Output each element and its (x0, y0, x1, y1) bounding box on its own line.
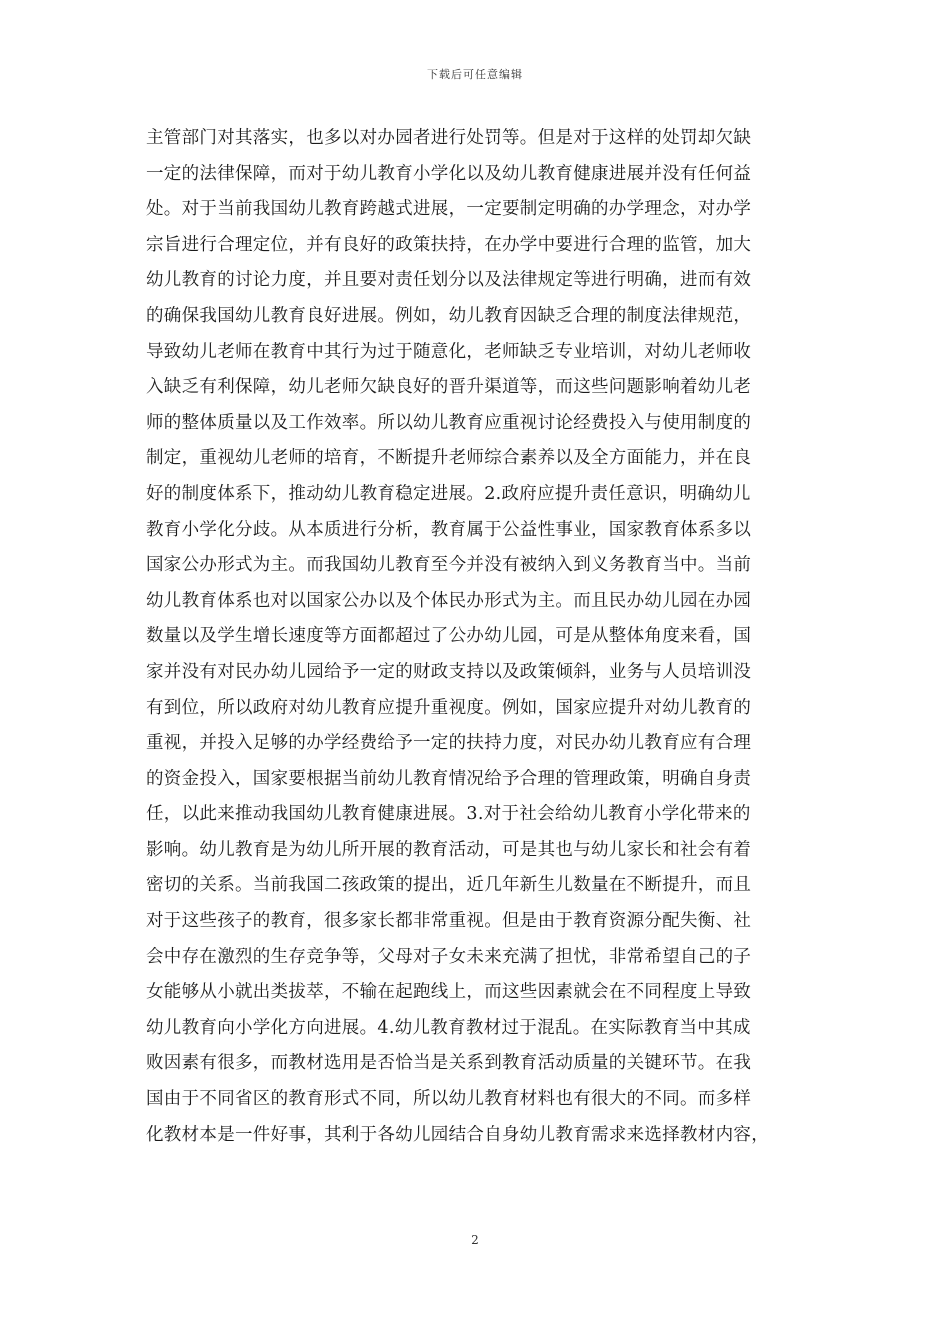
text-line: 幼儿教育体系也对以国家公办以及个体民办形式为主。而且民办幼儿园在办园 (146, 590, 752, 611)
text-line: 一定的法律保障，而对于幼儿教育小学化以及幼儿教育健康进展并没有任何益 (146, 163, 752, 184)
page-number: 2 (471, 1233, 479, 1247)
text-line: 化教材本是一件好事，其利于各幼儿园结合自身幼儿教育需求来选择教材内容， (146, 1124, 769, 1145)
text-line: 的资金投入，国家要根据当前幼儿教育情况给予合理的管理政策，明确自身责 (146, 768, 752, 789)
text-line: 幼儿教育向小学化方向进展。4.幼儿教育教材过于混乱。在实际教育当中其成 (146, 1017, 751, 1038)
text-line: 宗旨进行合理定位，并有良好的政策扶持，在办学中要进行合理的监管，加大 (146, 234, 752, 255)
text-line: 影响。幼儿教育是为幼儿所开展的教育活动，可是其也与幼儿家长和社会有着 (146, 839, 752, 860)
text-line: 师的整体质量以及工作效率。所以幼儿教育应重视讨论经费投入与使用制度的 (146, 412, 752, 433)
text-line: 国由于不同省区的教育形式不同，所以幼儿教育材料也有很大的不同。而多样 (146, 1089, 752, 1110)
text-line: 制定，重视幼儿老师的培育，不断提升老师综合素养以及全方面能力，并在良 (146, 448, 752, 469)
text-line: 入缺乏有利保障，幼儿老师欠缺良好的晋升渠道等，而这些问题影响着幼儿老 (146, 377, 752, 398)
text-line: 任，以此来推动我国幼儿教育健康进展。3.对于社会给幼儿教育小学化带来的 (146, 804, 751, 825)
text-line: 败因素有很多，而教材选用是否恰当是关系到教育活动质量的关键环节。在我 (146, 1053, 752, 1074)
body-text (146, 121, 806, 1153)
text-line: 有到位，所以政府对幼儿教育应提升重视度。例如，国家应提升对幼儿教育的 (146, 697, 752, 718)
text-line: 幼儿教育的讨论力度，并且要对责任划分以及法律规定等进行明确，进而有效 (146, 270, 752, 291)
text-line: 重视，并投入足够的办学经费给予一定的扶持力度，对民办幼儿教育应有合理 (146, 733, 752, 754)
text-line: 家并没有对民办幼儿园给予一定的财政支持以及政策倾斜，业务与人员培训没 (146, 661, 752, 682)
text-line: 数量以及学生增长速度等方面都超过了公办幼儿园，可是从整体角度来看，国 (146, 626, 752, 647)
text-line: 主管部门对其落实，也多以对办园者进行处罚等。但是对于这样的处罚却欠缺 (146, 128, 752, 148)
text-line: 导致幼儿老师在教育中其行为过于随意化，老师缺乏专业培训，对幼儿老师收 (146, 341, 752, 362)
text-line: 对于这些孩子的教育，很多家长都非常重视。但是由于教育资源分配失衡、社 (146, 911, 752, 932)
text-line: 会中存在激烈的生存竞争等，父母对子女未来充满了担忧，非常希望自己的子 (146, 946, 752, 967)
page-header: 下载后可任意编辑 (427, 68, 523, 81)
text-line: 好的制度体系下，推动幼儿教育稳定进展。2.政府应提升责任意识，明确幼儿 (146, 483, 751, 504)
text-line: 国家公办形式为主。而我国幼儿教育至今并没有被纳入到义务教育当中。当前 (146, 555, 752, 576)
text-line: 密切的关系。当前我国二孩政策的提出，近几年新生儿数量在不断提升，而且 (146, 875, 752, 896)
text-line: 处。对于当前我国幼儿教育跨越式进展，一定要制定明确的办学理念，对办学 (146, 199, 752, 220)
text-line: 的确保我国幼儿教育良好进展。例如，幼儿教育因缺乏合理的制度法律规范， (146, 305, 752, 326)
text-line: 教育小学化分歧。从本质进行分析，教育属于公益性事业，国家教育体系多以 (146, 519, 752, 540)
text-line: 女能够从小就出类拔萃，不输在起跑线上，而这些因素就会在不同程度上导致 (146, 982, 752, 1003)
